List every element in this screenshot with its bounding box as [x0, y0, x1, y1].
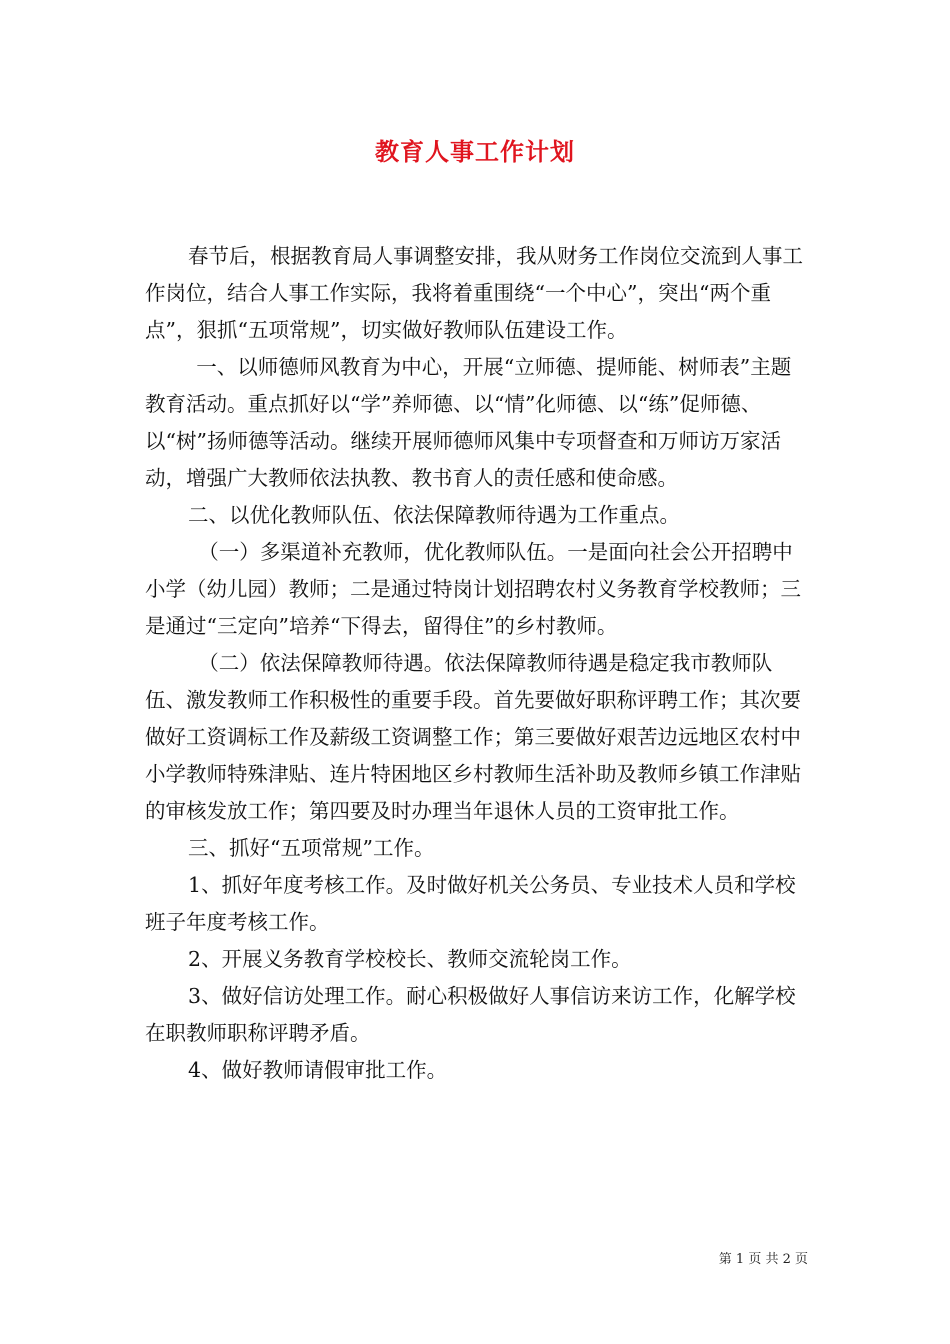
list-item-2: 2、开展义务教育学校校长、教师交流轮岗工作。: [188, 947, 632, 971]
page-footer: 第 1 页 共 2 页: [718, 1252, 808, 1267]
paragraph-section-2-2: （二）依法保障教师待遇。依法保障教师待遇是稳定我市教师队伍、激发教师工作积极性的重要手段。首先要做好职称评聘工作；其次要做好工资调标工作及薪级工资调整工作；第三要做好艰苦边远地区农村中小学教师特殊津贴、连片特困地区乡村教师生活补助及教师乡镇工作津贴的审核发放工作；第四要及时办理当年退休人员的工资审批工作。: [145, 651, 801, 823]
paragraph-section-3: 三、抓好“五项常规”工作。: [188, 836, 435, 860]
list-item-4: 4、做好教师请假审批工作。: [188, 1058, 448, 1082]
list-item-1: 1、抓好年度考核工作。及时做好机关公务员、专业技术人员和学校班子年度考核工作。: [145, 873, 796, 934]
paragraph-section-2-1: （一）多渠道补充教师，优化教师队伍。一是面向社会公开招聘中小学（幼儿园）教师；二是通过特岗计划招聘农村义务教育学校教师；三是通过“三定向”培养“下得去，留得住”的乡村教师。: [145, 540, 801, 638]
paragraph-section-1: 一、以师德师风教育为中心，开展“立师德、提师能、树师表”主题教育活动。重点抓好以“学”养师德、以“情”化师德、以“练”促师德、以“树”扬师德等活动。继续开展师德师风集中专项督查和万师访万家活动，增强广大教师依法执教、教书育人的责任感和使命感。: [145, 355, 792, 490]
paragraph-intro: 春节后，根据教育局人事调整安排，我从财务工作岗位交流到人事工作岗位，结合人事工作实际，我将着重围绕“一个中心”，突出“两个重点”，狠抓“五项常规”，切实做好教师队伍建设工作。: [145, 244, 804, 342]
list-item-3: 3、做好信访处理工作。耐心积极做好人事信访来访工作，化解学校在职教师职称评聘矛盾。: [145, 984, 796, 1045]
paragraph-section-2: 二、以优化教师队伍、依法保障教师待遇为工作重点。: [188, 503, 681, 527]
document-title: 教育人事工作计划: [375, 137, 575, 166]
document-body: [145, 238, 809, 1089]
